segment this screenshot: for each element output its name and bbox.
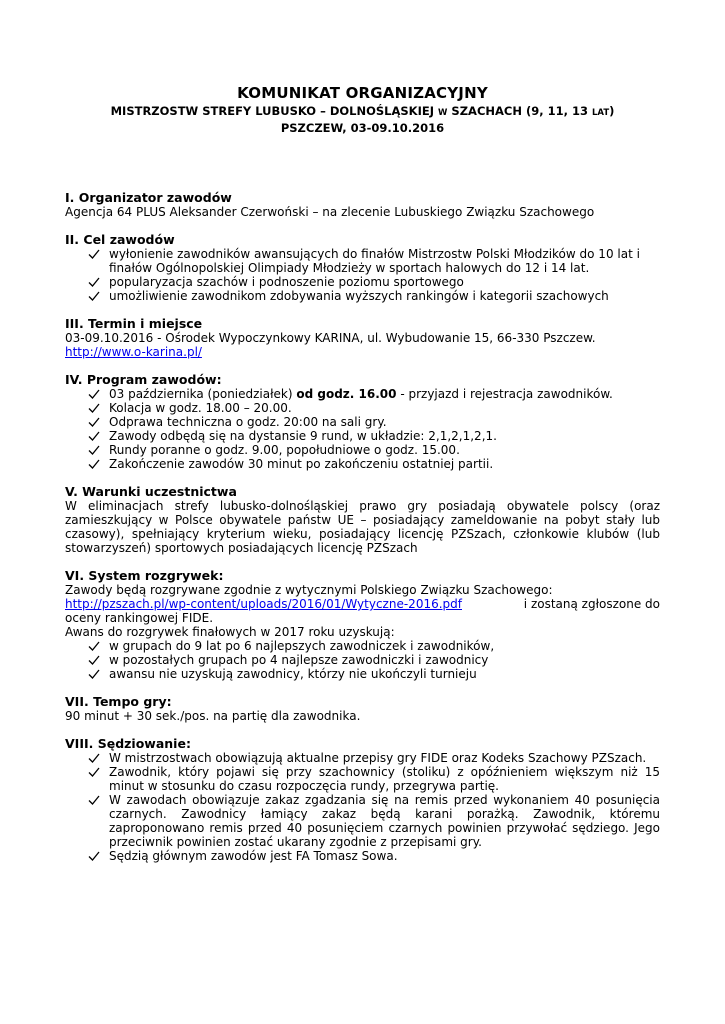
- section-program: [65, 373, 660, 471]
- list-item: [87, 457, 660, 471]
- system-text-advance: Awans do rozgrywek finałowych w 2017 roku uzyskują:: [65, 625, 395, 639]
- list-item-text: Zakończenie zawodów 30 minut po zakończeniu ostatniej partii.: [109, 457, 494, 471]
- checkmark-icon: [87, 639, 101, 653]
- checkmark-icon: [87, 653, 101, 667]
- list-item-text: Kolacja w godz. 18.00 – 20.00.: [109, 401, 292, 415]
- list-item-text: Odprawa techniczna o godz. 20:00 na sali gry.: [109, 415, 387, 429]
- list-item: [87, 667, 660, 681]
- section-tempo: [65, 695, 660, 723]
- checkmark-icon: [87, 247, 101, 261]
- list-item-text: w grupach do 9 lat po 6 najlepszych zawodniczek i zawodników,: [109, 639, 495, 653]
- subtitle-part-a: MISTRZOSTW STREFY LUBUSKO – DOLNOŚLĄSKIEJ: [110, 104, 434, 118]
- subtitle-part-c: ): [609, 104, 615, 118]
- checkmark-icon: [87, 415, 101, 429]
- list-item: [87, 653, 660, 667]
- section-system: [65, 569, 660, 681]
- list-item-text: Sędzią głównym zawodów jest FA Tomasz Sowa.: [109, 849, 398, 863]
- list-item: [87, 387, 660, 401]
- checkmark-icon: [87, 765, 101, 779]
- list-item-text: w pozostałych grupach po 4 najlepsze zawodniczki i zawodnicy: [109, 653, 489, 667]
- list-item-text: umożliwienie zawodnikom zdobywania wyższych rankingów i kategorii szachowych: [109, 289, 609, 303]
- checkmark-icon: [87, 387, 101, 401]
- venue-link[interactable]: http://www.o-karina.pl/: [65, 345, 202, 359]
- list-item-text: awansu nie uzyskują zawodnicy, którzy nie ukończyli turnieju: [109, 667, 477, 681]
- list-item: [87, 443, 660, 457]
- document-subtitle: [60, 104, 665, 118]
- list-item: [87, 429, 660, 443]
- system-link-line: [65, 597, 660, 611]
- refereeing-list: [65, 751, 660, 863]
- section-heading: IV. Program zawodów:: [65, 372, 222, 387]
- checkmark-icon: [87, 275, 101, 289]
- subtitle-w: W: [438, 108, 448, 118]
- document-body: [65, 191, 660, 877]
- advance-list: [65, 639, 660, 681]
- system-link-tail: i zostaną zgłoszone do: [523, 597, 660, 611]
- date-place-text: 03-09.10.2016 - Ośrodek Wypoczynkowy KARINA, ul. Wybudowanie 15, 66-330 Pszczew.: [65, 331, 596, 345]
- checkmark-icon: [87, 793, 101, 807]
- program-item-time: od godz. 16.00: [296, 387, 397, 401]
- guidelines-link[interactable]: http://pzszach.pl/wp-content/uploads/2016/01/Wytyczne-2016.pdf: [65, 597, 462, 611]
- list-item-text: Zawody odbędą się na dystansie 9 rund, w układzie: 2,1,2,1,2,1.: [109, 429, 497, 443]
- checkmark-icon: [87, 849, 101, 863]
- list-item: [87, 793, 660, 849]
- checkmark-icon: [87, 443, 101, 457]
- checkmark-icon: [87, 751, 101, 765]
- system-text: Zawody będą rozgrywane zgodnie z wytycznymi Polskiego Związku Szachowego:: [65, 583, 553, 597]
- section-heading: VII. Tempo gry:: [65, 694, 172, 709]
- checkmark-icon: [87, 457, 101, 471]
- list-item: [87, 289, 660, 303]
- list-item: [87, 275, 660, 289]
- checkmark-icon: [87, 429, 101, 443]
- system-text-fide: oceny rankingowej FIDE.: [65, 611, 214, 625]
- list-item: [87, 751, 660, 765]
- section-heading: III. Termin i miejsce: [65, 316, 203, 331]
- checkmark-icon: [87, 289, 101, 303]
- subtitle-part-b: SZACHACH (9, 11, 13: [451, 104, 588, 118]
- program-list: [65, 387, 660, 471]
- checkmark-icon: [87, 401, 101, 415]
- section-heading: V. Warunki uczestnictwa: [65, 484, 237, 499]
- list-item-text: W mistrzostwach obowiązują aktualne przepisy gry FIDE oraz Kodeks Szachowy PZSzach.: [109, 751, 647, 765]
- section-heading: VI. System rozgrywek:: [65, 568, 224, 583]
- section-heading: II. Cel zawodów: [65, 232, 175, 247]
- subtitle-lat: LAT: [592, 108, 610, 118]
- list-item: [87, 639, 660, 653]
- section-goals: [65, 233, 660, 303]
- list-item-text: Rundy poranne o godz. 9.00, popołudniowe o godz. 15.00.: [109, 443, 460, 457]
- organizer-text: Agencja 64 PLUS Aleksander Czerwoński – na zlecenie Lubuskiego Związku Szachowego: [65, 205, 595, 219]
- list-item: [87, 247, 660, 275]
- list-item: [87, 415, 660, 429]
- goals-list: [65, 247, 660, 303]
- document-title: KOMUNIKAT ORGANIZACYJNY: [237, 84, 488, 102]
- list-item-text: wyłonienie zawodników awansujących do finałów Mistrzostw Polski Młodzików do 10 lat i finałów Ogólnopolskiej Olimpiady Młodzieży w sportach halowych do 12 i 14 lat.: [109, 247, 640, 275]
- section-heading: VIII. Sędziowanie:: [65, 736, 191, 751]
- section-heading: I. Organizator zawodów: [65, 190, 232, 205]
- section-organizer: [65, 191, 660, 219]
- tempo-text: 90 minut + 30 sek./pos. na partię dla zawodnika.: [65, 709, 361, 723]
- list-item-text: Zawodnik, który pojawi się przy szachownicy (stoliku) z opóźnieniem większym niż 15 minut w stosunku do czasu rozpoczęcia rundy, przegrywa partię.: [109, 765, 660, 793]
- section-date-place: [65, 317, 660, 359]
- section-refereeing: [65, 737, 660, 863]
- checkmark-icon: [87, 667, 101, 681]
- section-conditions: [65, 485, 660, 555]
- list-item: [87, 401, 660, 415]
- list-item: [87, 849, 660, 863]
- list-item: [87, 765, 660, 793]
- program-item-desc: - przyjazd i rejestracja zawodników.: [400, 387, 613, 401]
- list-item-text: W zawodach obowiązuje zakaz zgadzania się na remis przed wykonaniem 40 posunięcia czarnych. Zawodnicy łamiący zakaz będą karani porażką. Zawodnik, któremu zaproponowano remis przed 40 posunięciem czarnych powinien przywołać sędziego. Jego przeciwnik powinien zostać ukarany zgodnie z przepisami gry.: [109, 793, 660, 849]
- list-item-text: popularyzacja szachów i podnoszenie poziomu sportowego: [109, 275, 464, 289]
- conditions-text: W eliminacjach strefy lubusko-dolnośląskiej prawo gry posiadają obywatele polscy (oraz zamieszkujący w Polsce obywatele państw UE – posiadający zameldowanie na pobyt stały lub czasowy), spełniający kryterium wieku, posiadający licencję PZSzach, członkowie klubów (lub stowarzyszeń) sportowych posiadających licencję PZSzach: [65, 499, 660, 555]
- document-place-date: PSZCZEW, 03-09.10.2016: [280, 121, 445, 135]
- program-item-date: 03 października (poniedziałek): [109, 387, 293, 401]
